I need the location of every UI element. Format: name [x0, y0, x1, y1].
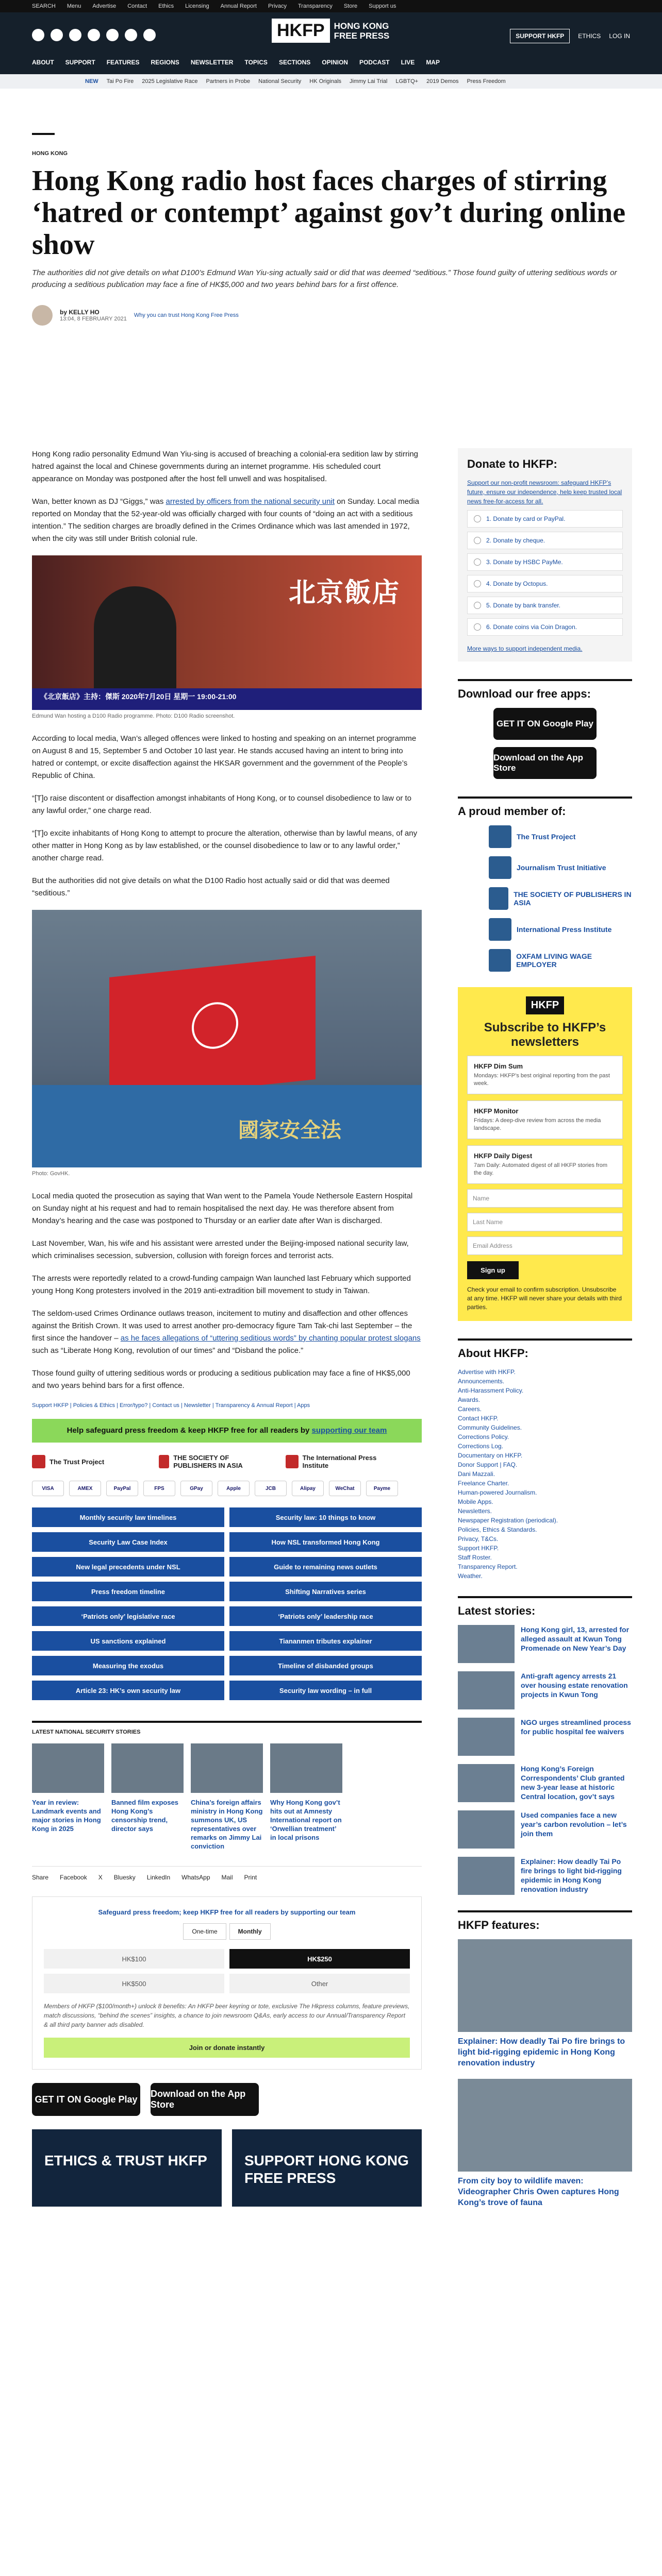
about-link[interactable]: Anti-Harassment Policy.: [458, 1387, 524, 1394]
story-thumb: [32, 1743, 104, 1793]
about-link[interactable]: Donor Support | FAQ.: [458, 1461, 518, 1468]
top-link[interactable]: Transparency: [298, 3, 333, 9]
guide-button[interactable]: New legal precedents under NSL: [32, 1557, 224, 1577]
sidebar: [458, 448, 632, 2218]
member-sopa[interactable]: [159, 1454, 272, 1469]
content-grid: [32, 448, 632, 2218]
donate-option[interactable]: [467, 618, 623, 636]
feature-image: [458, 2079, 632, 2172]
share-label: Share: [32, 1874, 49, 1881]
guide-button[interactable]: ‘Patriots only’ leadership race: [229, 1606, 422, 1626]
trending-item[interactable]: Press Freedom: [467, 78, 506, 84]
about-link[interactable]: Announcements.: [458, 1378, 505, 1385]
story-title[interactable]: Hong Kong girl, 13, arrested for alleged assault at Kwun Tong Promenade on New Year’s Day: [521, 1625, 630, 1652]
nav-item[interactable]: OPINION: [322, 59, 348, 66]
security-guides: [32, 1507, 422, 1700]
guide-button[interactable]: Article 23: HK’s own security law: [32, 1681, 224, 1700]
about-link[interactable]: Staff Roster.: [458, 1554, 492, 1561]
share-facebook[interactable]: Facebook: [60, 1874, 87, 1881]
donate-widget: [458, 448, 632, 662]
share-mail[interactable]: Mail: [221, 1874, 233, 1881]
donate-text-link[interactable]: Support our non-profit newsroom: safeguard HKFP’s future, ensure our independence, help keep trusted local news free-for-access for all.: [467, 479, 622, 505]
option-label: 4. Donate by Octopus.: [486, 580, 548, 587]
payment-logo[interactable]: Alipay: [292, 1481, 324, 1496]
features-title: HKFP features:: [458, 1910, 632, 1932]
amount-option[interactable]: HK$250: [229, 1949, 410, 1969]
frequency-toggle: [44, 1923, 410, 1940]
top-link[interactable]: Privacy: [268, 3, 287, 9]
top-link[interactable]: Advertise: [92, 3, 117, 9]
guide-button[interactable]: Security law: 10 things to know: [229, 1507, 422, 1527]
story-title[interactable]: Why Hong Kong gov’t hits out at Amnesty International report on ‘Orwellian treatment’ in local prisons: [270, 1799, 342, 1841]
guide-button[interactable]: Monthly security law timelines: [32, 1507, 224, 1527]
amount-option[interactable]: HK$500: [44, 1974, 224, 1993]
top-utility-bar: [0, 0, 662, 12]
text: such as “Liberate Hong Kong, revolution of our times” and “Disband the police.”: [32, 1346, 304, 1355]
about-link[interactable]: Newsletters.: [458, 1507, 492, 1515]
latest-story[interactable]: [458, 1718, 632, 1756]
name-input[interactable]: Name: [467, 1189, 623, 1208]
logo-text: [334, 21, 390, 41]
site-header: [0, 12, 662, 74]
donation-box: [32, 1896, 422, 2070]
threads-icon[interactable]: [88, 29, 100, 41]
member-label: The Trust Project: [49, 1458, 105, 1466]
youtube-icon[interactable]: [106, 29, 119, 41]
banner-link[interactable]: supporting our team: [311, 1426, 387, 1435]
nav-item[interactable]: FEATURES: [106, 59, 140, 66]
donate-option[interactable]: [467, 553, 623, 571]
option-label: 6. Donate coins via Coin Dragon.: [486, 623, 577, 631]
support-banner[interactable]: [32, 1419, 422, 1443]
proud-member[interactable]: [458, 949, 632, 972]
guide-button[interactable]: How NSL transformed Hong Kong: [229, 1532, 422, 1552]
nav-item[interactable]: SUPPORT: [65, 59, 95, 66]
latest-story[interactable]: [458, 1857, 632, 1895]
guide-button[interactable]: Security law wording – in full: [229, 1681, 422, 1700]
donate-option[interactable]: [467, 575, 623, 592]
amount-option[interactable]: HK$100: [44, 1949, 224, 1969]
newsletter-desc: Fridays: A deep-dive review from across the media landscape.: [474, 1117, 601, 1131]
guide-button[interactable]: Guide to remaining news outlets: [229, 1557, 422, 1577]
donate-title: Donate to HKFP:: [467, 457, 557, 470]
photo-caption: Photo: GovHK.: [32, 1171, 70, 1177]
payment-logo[interactable]: Payme: [366, 1481, 398, 1496]
guide-button[interactable]: ‘Patriots only’ legislative race: [32, 1606, 224, 1626]
promo-banners: [32, 2129, 422, 2207]
guide-button[interactable]: Security Law Case Index: [32, 1532, 224, 1552]
paragraph: “[T]o raise discontent or disaffection amongst inhabitants of Hong Kong, or to counsel disobedience to law or to any lawful order,” one charge read.: [32, 794, 411, 815]
payment-logo[interactable]: WeChat: [329, 1481, 361, 1496]
membership-text: Members of HKFP ($100/month+) unlock 8 benefits: An HKFP beer keyring or tote, exclusive The Hkpress columns, feature previews, match discussions, “behind the scenes” insights, a chance to join newsroom Q&As, early access to our Annual/Transparency Report & all third party banner ads disabled.: [44, 2003, 410, 2028]
story-title[interactable]: Banned film exposes Hong Kong’s censorship trend, director says: [111, 1799, 179, 1833]
about-title: About HKFP:: [458, 1338, 632, 1360]
about-link[interactable]: Mobile Apps.: [458, 1498, 493, 1505]
top-link[interactable]: Ethics: [158, 3, 174, 9]
paragraph: “[T]o excite inhabitants of Hong Kong to attempt to procure the alteration, otherwise than by lawful means, of any other matter in Hong Kong as by law established, or the counsel disobedience to law or to any lawful order,” another charge read.: [32, 829, 418, 862]
payment-logo[interactable]: Apple: [218, 1481, 250, 1496]
member-trust-project[interactable]: [32, 1455, 145, 1468]
section-label[interactable]: HONG KONG: [32, 133, 55, 157]
latest-security-heading: LATEST NATIONAL SECURITY STORIES: [32, 1721, 422, 1735]
trending-item[interactable]: LGBTQ+: [395, 78, 419, 84]
author-name[interactable]: by KELLY HO: [60, 309, 100, 316]
story-thumb: [111, 1743, 184, 1793]
donation-title[interactable]: Safeguard press freedom; keep HKFP free for all readers by supporting our team: [98, 1908, 356, 1916]
donate-option[interactable]: [467, 597, 623, 614]
author-avatar: [32, 305, 53, 326]
radio-icon: [474, 558, 481, 566]
trending-item[interactable]: Jimmy Lai Trial: [350, 78, 388, 84]
trending-item[interactable]: 2019 Demos: [426, 78, 459, 84]
story-title[interactable]: Anti-graft agency arrests 21 over housing estate renovation projects in Kwun Tong: [521, 1672, 628, 1699]
latest-title: Latest stories:: [458, 1596, 632, 1618]
share-whatsapp[interactable]: WhatsApp: [181, 1874, 210, 1881]
about-link[interactable]: Corrections Policy.: [458, 1433, 509, 1440]
last-name-input[interactable]: Last Name: [467, 1213, 623, 1231]
text: Wan, better known as DJ “Giggs,” was: [32, 497, 166, 506]
toggle-one-time[interactable]: One-time: [183, 1923, 226, 1940]
about-link[interactable]: Freelance Charter.: [458, 1480, 509, 1487]
member-label: Journalism Trust Initiative: [517, 863, 606, 872]
nav-item[interactable]: MAP: [426, 59, 440, 66]
about-link[interactable]: Privacy, T&Cs.: [458, 1535, 499, 1543]
nav-item[interactable]: TOPICS: [244, 59, 268, 66]
story-thumb: [458, 1857, 515, 1895]
email-input[interactable]: Email Address: [467, 1236, 623, 1255]
guide-button[interactable]: Measuring the exodus: [32, 1656, 224, 1675]
photo-strip: 《北京飯店》主持：傑斯 2020年7月20日 星期一 19:00-21:00: [32, 688, 422, 710]
member-label: The Trust Project: [517, 833, 576, 841]
donate-text: [467, 478, 623, 506]
newsletter-option[interactable]: [467, 1145, 623, 1184]
newsletter-title: Subscribe to HKFP’s newsletters: [484, 1021, 606, 1049]
radio-icon: [474, 537, 481, 544]
top-link[interactable]: Menu: [67, 3, 81, 9]
article-title: Hong Kong radio host faces charges of stirring ‘hatred or contempt’ against gov’t during online show: [32, 165, 626, 261]
guide-button[interactable]: Press freedom timeline: [32, 1582, 224, 1601]
latest-story[interactable]: [458, 1671, 632, 1709]
payment-methods: [32, 1481, 422, 1496]
payment-logo[interactable]: JCB: [255, 1481, 287, 1496]
option-label: 3. Donate by HSBC PayMe.: [486, 558, 563, 566]
guide-button[interactable]: Tiananmen tributes explainer: [229, 1631, 422, 1651]
newsletter-name: HKFP Dim Sum: [474, 1062, 523, 1070]
header-actions: [510, 29, 630, 43]
about-link[interactable]: Transparency Report.: [458, 1563, 518, 1570]
member-icon: [489, 856, 511, 879]
share-x[interactable]: X: [98, 1874, 103, 1881]
toggle-monthly[interactable]: Monthly: [229, 1923, 271, 1940]
nav-item[interactable]: PODCAST: [359, 59, 390, 66]
about-link[interactable]: Contact HKFP.: [458, 1415, 499, 1422]
about-list: [458, 1367, 632, 1581]
logo-mark: HKFP: [272, 19, 330, 43]
proud-member[interactable]: [458, 856, 632, 879]
flag-emblem: [192, 1000, 238, 1051]
amount-option[interactable]: Other: [229, 1974, 410, 1993]
top-link[interactable]: Store: [343, 3, 358, 9]
share-bluesky[interactable]: Bluesky: [113, 1874, 136, 1881]
feature-image: [458, 1939, 632, 2032]
ipi-icon: [286, 1455, 299, 1468]
payment-logo[interactable]: AMEX: [69, 1481, 101, 1496]
app-store-badge[interactable]: Download on the App Store: [493, 747, 597, 779]
paragraph: Hong Kong radio personality Edmund Wan Yiu-sing is accused of breaching a colonial-era sedition law by stirring hatred against the local and Chinese governments during an internet programme. His scheduled court appearance on Monday was postponed after the host fell unwell and was hospitalised.: [32, 450, 419, 483]
join-button[interactable]: Join or donate instantly: [44, 2038, 410, 2058]
about-link[interactable]: Awards.: [458, 1396, 481, 1403]
radio-icon: [474, 515, 481, 522]
apps-title: Download our free apps:: [458, 679, 632, 701]
trending-item[interactable]: Partners in Probe: [206, 78, 251, 84]
trending-item[interactable]: National Security: [258, 78, 302, 84]
login-link[interactable]: LOG IN: [609, 32, 630, 40]
guide-button[interactable]: Timeline of disbanded groups: [229, 1656, 422, 1675]
photo-caption: Edmund Wan hosting a D100 Radio programme. Photo: D100 Radio screenshot.: [32, 713, 235, 719]
about-link[interactable]: Support HKFP.: [458, 1545, 499, 1552]
support-button[interactable]: SUPPORT HKFP: [510, 29, 570, 43]
top-link[interactable]: Support us: [369, 3, 396, 9]
ethics-banner[interactable]: ETHICS & TRUST HKFP: [32, 2129, 222, 2207]
about-link[interactable]: Community Guidelines.: [458, 1424, 522, 1431]
story-title[interactable]: Explainer: How deadly Tai Po fire brings to light bid-rigging epidemic in Hong Kong renovation industry: [521, 1857, 622, 1893]
story-title[interactable]: Hong Kong’s Foreign Correspondents’ Club granted new 3-year lease at historic Central location, gov’t says: [521, 1765, 625, 1801]
banner-text: Help safeguard press freedom & keep HKFP free for all readers by: [67, 1426, 312, 1435]
paragraph: Local media quoted the prosecution as saying that Wan went to the Pamela Youde Nethersole Eastern Hospital on Sunday night at his request and had to remain hospitalised the next day. He was therefore absent from Monday’s hearing and the case was postponed to Thursday or an earlier date after Wan is discharged.: [32, 1192, 413, 1225]
newsletter-option[interactable]: [467, 1100, 623, 1139]
publish-date: 13:04, 8 FEBRUARY 2021: [60, 316, 127, 322]
paragraph: [32, 496, 422, 545]
host-figure: [94, 586, 176, 689]
nav-item[interactable]: LIVE: [401, 59, 415, 66]
text: The seldom-used Crimes Ordinance outlaws treason, incitement to mutiny and disaffection and other offences against the British Crown. It was used to arrest another pro-democracy figure Tam Tak-chi last September – the first since the handover –: [32, 1309, 412, 1343]
top-link[interactable]: Contact: [127, 3, 147, 9]
text: on Sunday. Local media reported on Monday that the 52-year-old was officially charged with four counts of “doing an act with a seditious intention.” The sedition charges are broadly defined in the Crimes Ordinance which was last amended in 1972, when the city was still under British colonial rule.: [32, 497, 419, 543]
newsletter-name: HKFP Daily Digest: [474, 1152, 533, 1160]
member-icon: [489, 887, 508, 910]
story-title[interactable]: NGO urges streamlined process for public hospital fee waivers: [521, 1718, 631, 1736]
trending-label: NEW: [85, 78, 98, 84]
member-icon: [489, 918, 511, 941]
member-label: OXFAM LIVING WAGE EMPLOYER: [516, 952, 592, 969]
payment-logo[interactable]: FPS: [143, 1481, 175, 1496]
newsletter-desc: Mondays: HKFP’s best original reporting from the past week.: [474, 1073, 610, 1087]
story-thumb: [458, 1671, 515, 1709]
top-link[interactable]: Annual Report: [220, 3, 257, 9]
share-print[interactable]: Print: [244, 1874, 257, 1881]
app-store-badge[interactable]: Download on the App Store: [151, 2083, 259, 2116]
member-label: THE SOCIETY OF PUBLISHERS IN ASIA: [514, 890, 632, 907]
proud-member[interactable]: [458, 825, 632, 848]
photo-flag: [32, 910, 422, 1167]
option-label: 2. Donate by cheque.: [486, 537, 545, 544]
about-link[interactable]: Documentary on HKFP.: [458, 1452, 523, 1459]
top-link[interactable]: Licensing: [185, 3, 209, 9]
latest-story[interactable]: [458, 1810, 632, 1849]
paragraph: Those found guilty of uttering seditious words or producing a seditious publication may face a fine of HK$5,000 and two years behind bars for a first offence.: [32, 1369, 410, 1390]
story-thumb: [458, 1764, 515, 1802]
about-link[interactable]: Careers.: [458, 1405, 482, 1413]
ethics-link[interactable]: ETHICS: [578, 32, 601, 40]
top-link[interactable]: SEARCH: [32, 3, 56, 9]
option-label: 1. Donate by card or PayPal.: [486, 515, 566, 522]
paragraph: The arrests were reportedly related to a crowd-funding campaign Wan launched last February which supported young Hong Kong protesters involved in the 2019 anti-extradition bill movement to study in Taiwan.: [32, 1274, 411, 1295]
about-link[interactable]: Newspaper Registration (periodical).: [458, 1517, 558, 1524]
member-ipi[interactable]: [286, 1454, 399, 1469]
sopa-icon: [159, 1455, 169, 1468]
amount-options: [44, 1949, 410, 1993]
article-header: [32, 133, 632, 326]
share-bar: [32, 1866, 422, 1881]
footer-links[interactable]: Support HKFP | Policies & Ethics | Error/typo? | Contact us | Newsletter | Transparency & Annual Report | Apps: [32, 1402, 310, 1409]
payment-logo[interactable]: PayPal: [106, 1481, 138, 1496]
member-label: The International Press Institute: [302, 1454, 377, 1469]
social-icons: [32, 29, 156, 41]
instagram-icon[interactable]: [69, 29, 81, 41]
trust-icon: [32, 1455, 45, 1468]
newsletter-note: Check your email to confirm subscription. Unsubscribe at any time. HKFP will never share your details with third parties.: [467, 1286, 622, 1311]
member-label: International Press Institute: [517, 925, 612, 934]
support-promo-banner[interactable]: SUPPORT HONG KONG FREE PRESS: [232, 2129, 422, 2207]
app-store-badges: [32, 2083, 422, 2116]
feature-card[interactable]: [458, 2079, 632, 2208]
x-icon[interactable]: [51, 29, 63, 41]
trending-bar: [0, 74, 662, 89]
about-link[interactable]: Corrections Log.: [458, 1443, 504, 1450]
story-card[interactable]: [191, 1743, 263, 1851]
membership-logos: [32, 1454, 422, 1469]
about-link[interactable]: Policies, Ethics & Standards.: [458, 1526, 537, 1533]
trending-item[interactable]: Tai Po Fire: [106, 78, 134, 84]
trust-link[interactable]: Why you can trust Hong Kong Free Press: [134, 312, 239, 318]
share-linkedin[interactable]: LinkedIn: [146, 1874, 171, 1881]
feature-card[interactable]: [458, 1939, 632, 2069]
story-title[interactable]: Year in review: Landmark events and major stories in Hong Kong in 2025: [32, 1799, 101, 1833]
feature-title[interactable]: From city boy to wildlife maven: Videographer Chris Owen captures Hong Kong’s trove of fauna: [458, 2177, 619, 2207]
paragraph: According to local media, Wan’s alleged offences were linked to hosting and speaking on an internet programme on August 8 and 15, September 5 and October 10 last year. He stands accused having an intent to bring into hatred or contempt, or excite disaffection against the HKSAR government and the government of the People’s Republic of China.: [32, 734, 417, 780]
story-title[interactable]: China’s foreign affairs ministry in Hong Kong summons UK, US representatives over remarks on Jimmy Lai conviction: [191, 1799, 263, 1850]
mail-icon[interactable]: [143, 29, 156, 41]
story-thumb: [458, 1625, 515, 1663]
photo-sign: 北京飯店: [288, 578, 400, 608]
trending-item[interactable]: 2025 Legislative Race: [142, 78, 198, 84]
photo-radio-host: [32, 555, 422, 710]
member-label: THE SOCIETY OF PUBLISHERS IN ASIA: [173, 1454, 243, 1469]
article-lede: The authorities did not give details on what D100’s Edmund Wan Yiu-sing actually said or did that was deemed “seditious.” Those found guilty of uttering seditious words or producing a seditious publication may face a fine of HK$5,000 and two years behind bars for a first offence.: [32, 268, 617, 289]
about-link[interactable]: Advertise with HKFP.: [458, 1368, 516, 1376]
google-play-badge[interactable]: GET IT ON Google Play: [493, 708, 597, 740]
radio-icon: [474, 580, 481, 587]
story-thumb: [270, 1743, 342, 1793]
trending-item[interactable]: HK Originals: [309, 78, 342, 84]
inline-link[interactable]: as he faces allegations of “uttering seditious words” by chanting popular protest slogans: [120, 1334, 421, 1343]
story-thumb: [458, 1718, 515, 1756]
latest-story[interactable]: [458, 1625, 632, 1663]
newsletter-option[interactable]: [467, 1056, 623, 1094]
hk-flag: [109, 956, 316, 1101]
story-card[interactable]: [111, 1743, 184, 1851]
newsletter-desc: 7am Daily: Automated digest of all HKFP stories from the day.: [474, 1162, 608, 1176]
paragraph: Last November, Wan, his wife and his assistant were arrested under the Beijing-imposed national security law, which criminalises secession, subversion, collusion with foreign forces and terrorist acts.: [32, 1239, 409, 1260]
feature-title[interactable]: Explainer: How deadly Tai Po fire brings to light bid-rigging epidemic in Hong Kong renovation industry: [458, 2037, 625, 2067]
latest-story[interactable]: [458, 1764, 632, 1802]
main-nav: [32, 59, 630, 66]
newsletter-name: HKFP Monitor: [474, 1107, 519, 1115]
story-thumb: [458, 1810, 515, 1849]
payment-logo[interactable]: VISA: [32, 1481, 64, 1496]
facebook-icon[interactable]: [32, 29, 44, 41]
story-title[interactable]: Used companies face a new year’s carbon revolution – let’s join them: [521, 1811, 627, 1838]
proud-member[interactable]: [458, 918, 632, 941]
photo-banner: 國家安全法: [32, 1085, 422, 1167]
nav-item[interactable]: SECTIONS: [278, 59, 311, 66]
option-label: 5. Donate by bank transfer.: [486, 602, 561, 609]
nav-item[interactable]: ABOUT: [32, 59, 54, 66]
more-ways-link[interactable]: More ways to support independent media.: [467, 645, 583, 652]
paragraph: [32, 1308, 422, 1357]
logo-line: HONG KONG: [334, 21, 389, 31]
story-thumb: [191, 1743, 263, 1793]
donate-option[interactable]: [467, 532, 623, 549]
radio-icon: [474, 623, 481, 631]
byline: [32, 305, 632, 326]
member-icon: [489, 949, 511, 972]
member-icon: [489, 825, 511, 848]
proud-member[interactable]: [458, 887, 632, 910]
guide-button[interactable]: Shifting Narratives series: [229, 1582, 422, 1601]
nav-item[interactable]: NEWSLETTER: [190, 59, 234, 66]
proud-title: A proud member of:: [458, 796, 632, 818]
story-card[interactable]: [32, 1743, 104, 1851]
about-link[interactable]: Human-powered Journalism.: [458, 1489, 537, 1496]
about-link[interactable]: Dani Mazzali.: [458, 1470, 495, 1478]
bluesky-icon[interactable]: [125, 29, 137, 41]
latest-security-stories: [32, 1743, 422, 1851]
signup-button[interactable]: Sign up: [467, 1261, 519, 1279]
article-body: [32, 448, 422, 2218]
inline-link[interactable]: arrested by officers from the national security unit: [166, 497, 335, 506]
newsletter-logo: HKFP: [526, 996, 564, 1014]
donate-option[interactable]: [467, 510, 623, 528]
newsletter-widget: [458, 987, 632, 1321]
about-link[interactable]: Weather.: [458, 1572, 483, 1580]
guide-button[interactable]: US sanctions explained: [32, 1631, 224, 1651]
site-logo[interactable]: [272, 19, 389, 43]
payment-logo[interactable]: GPay: [180, 1481, 212, 1496]
google-play-badge[interactable]: GET IT ON Google Play: [32, 2083, 140, 2116]
logo-line: FREE PRESS: [334, 30, 390, 41]
radio-icon: [474, 602, 481, 609]
nav-item[interactable]: REGIONS: [151, 59, 179, 66]
story-card[interactable]: [270, 1743, 342, 1851]
paragraph: But the authorities did not give details on what the D100 Radio host actually said or did that was deemed “seditious.”: [32, 876, 390, 897]
